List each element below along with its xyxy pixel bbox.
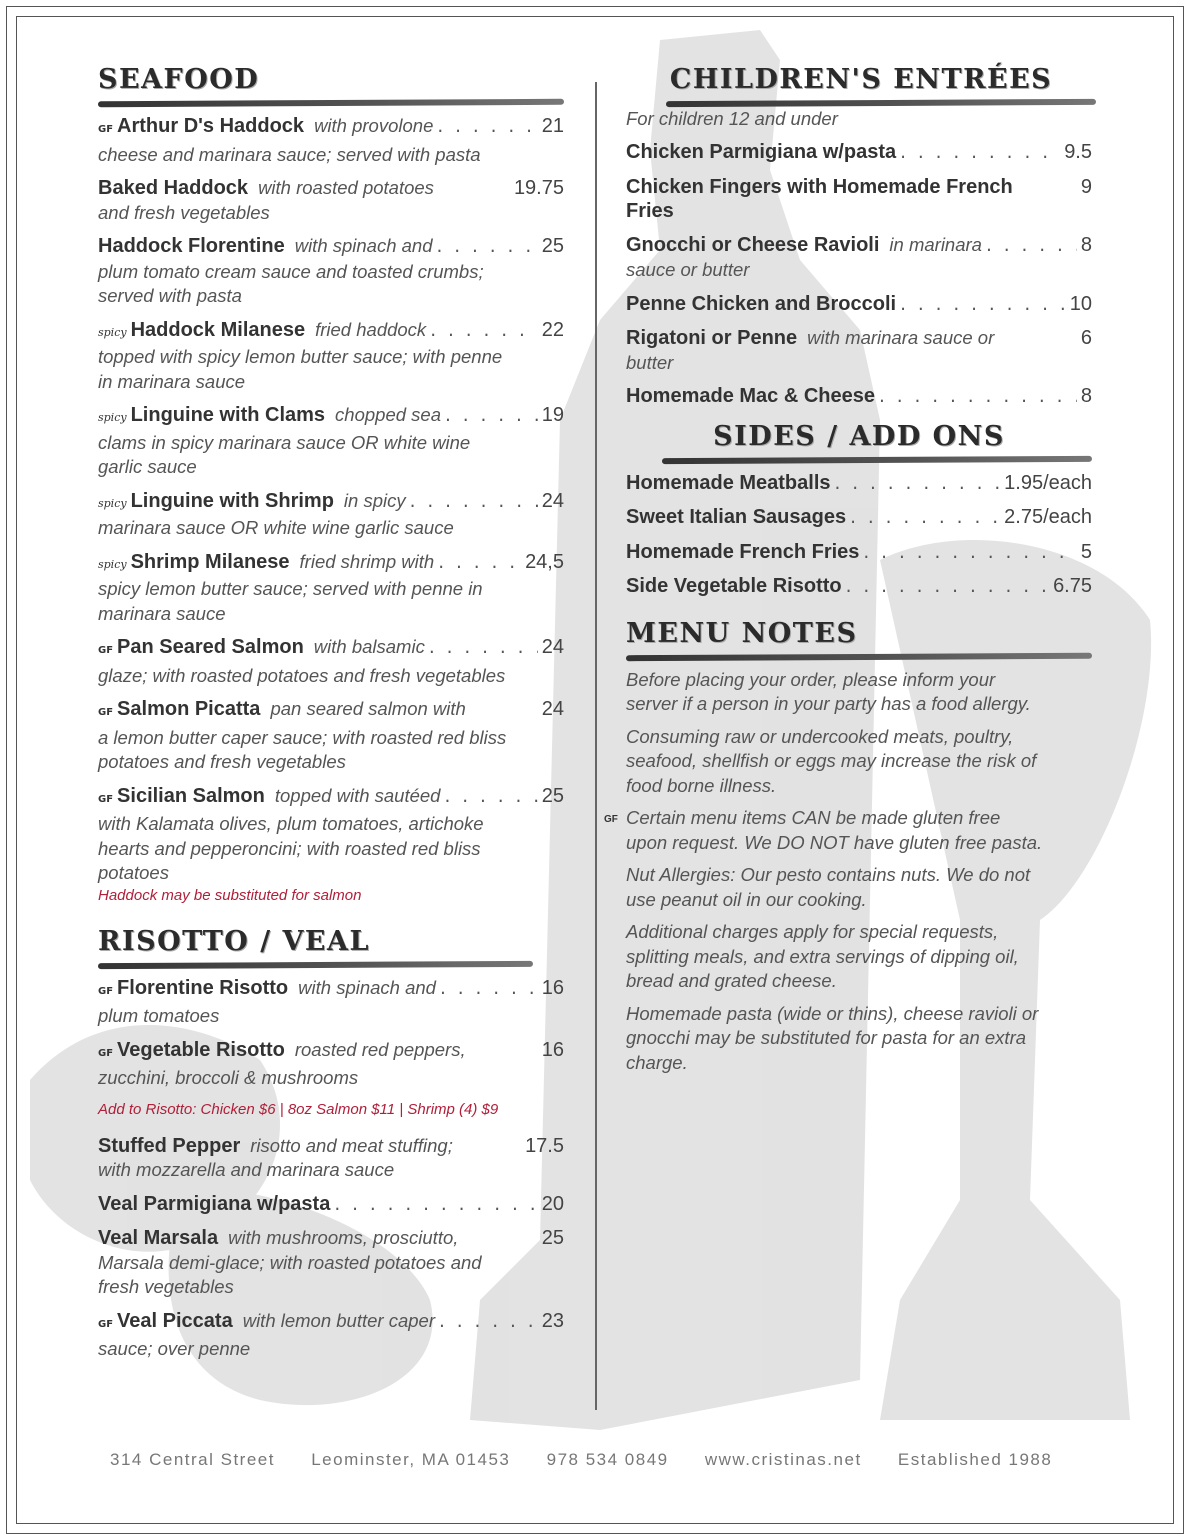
menu-item-price: 23	[541, 1309, 564, 1332]
menu-item	[98, 318, 564, 395]
menu-item	[98, 635, 564, 688]
spicy-tag: spicy	[98, 411, 127, 424]
menu-item	[98, 403, 564, 480]
menu-item-name: Florentine Risotto	[117, 976, 289, 999]
dot-leader	[410, 490, 538, 515]
menu-item	[626, 574, 1092, 600]
menu-item-name: Gnocchi or Cheese Ravioli	[626, 233, 880, 256]
menu-item-description-continued: clams in spicy marinara sauce OR white wine garlic sauce	[98, 431, 471, 477]
veal-list	[98, 1134, 564, 1362]
menu-item	[626, 505, 1092, 531]
menu-item-description-continued: sauce; over penne	[98, 1338, 251, 1359]
sides-list	[626, 471, 1092, 600]
dot-leader	[444, 785, 537, 810]
menu-item-description: fried shrimp with	[299, 550, 435, 572]
menu-item	[626, 140, 1092, 166]
menu-item-description: with roasted potatoes	[258, 177, 434, 198]
menu-item-line	[98, 976, 564, 1005]
menu-item-description-continued: and fresh vegetables	[98, 201, 270, 223]
menu-item-name: Side Vegetable Risotto	[626, 575, 842, 597]
menu-item-description: with balsamic	[313, 636, 425, 657]
footer-established: Established 1988	[897, 1450, 1053, 1469]
menu-item-description: with mushrooms, prosciutto,	[228, 1227, 459, 1248]
gluten-free-tag: GF	[98, 985, 114, 997]
section-title-risotto: RISOTTO / VEAL	[98, 925, 370, 957]
menu-item-description: chopped sea	[335, 404, 441, 425]
column-divider	[595, 82, 597, 1410]
menu-item-price: 5	[1080, 540, 1092, 563]
gluten-free-tag: GF	[98, 793, 114, 805]
menu-item-description: topped with sautéed	[274, 784, 441, 806]
menu-item-description-continued: with mozzarella and marinara sauce	[98, 1159, 395, 1180]
menu-item-line	[626, 471, 1092, 497]
menu-item-description-continued: Fries	[626, 200, 674, 222]
menu-item-price: 19.75	[513, 177, 564, 199]
dot-leader	[437, 115, 537, 140]
menu-item	[626, 175, 1092, 224]
seafood-list	[98, 114, 564, 886]
menu-item-price: 25	[541, 784, 564, 807]
footer-city: Leominster, MA 01453	[311, 1450, 511, 1469]
menu-item-description: with marinara sauce or	[807, 327, 995, 348]
menu-item-price: 1.95/each	[1004, 471, 1092, 494]
menu-item-price: 17.5	[525, 1134, 564, 1157]
menu-item-line	[98, 403, 564, 431]
left-column	[98, 62, 564, 1371]
dot-leader	[846, 575, 1049, 600]
risotto-list	[98, 976, 564, 1091]
menu-item-description: with provolone	[314, 115, 434, 136]
menu-item-name: Linguine with Clams	[130, 404, 326, 426]
menu-item-line	[626, 574, 1092, 600]
menu-note-text: Nut Allergies: Our pesto contains nuts. We do not use peanut oil in our cooking.	[626, 864, 1031, 910]
menu-item-line	[98, 1038, 564, 1067]
menu-item-description: risotto and meat stuffing;	[250, 1134, 453, 1156]
menu-item-name: Penne Chicken and Broccoli	[626, 292, 897, 315]
menu-item-line	[626, 505, 1092, 531]
menu-item	[98, 697, 564, 775]
menu-note-text: Before placing your order, please inform your server if a person in your party has a food allergy.	[626, 668, 1031, 714]
menu-item-line	[98, 1226, 564, 1251]
menu-item-price: 9.5	[1064, 141, 1092, 163]
menu-item	[98, 176, 564, 225]
menu-note	[626, 920, 1046, 994]
menu-item-line	[626, 292, 1092, 318]
menu-item-line	[626, 540, 1092, 566]
menu-item	[98, 784, 564, 886]
risotto-addon-note: Add to Risotto: Chicken $6 | 8oz Salmon $11 | Shrimp (4) $9	[98, 1100, 499, 1118]
spicy-tag: spicy	[98, 325, 127, 339]
menu-item-price: 24,5	[525, 550, 564, 573]
brush-stroke	[98, 99, 564, 107]
menu-item	[626, 384, 1092, 410]
menu-item-price: 24	[541, 698, 564, 720]
menu-item-name: Vegetable Risotto	[117, 1038, 285, 1061]
gluten-free-tag: GF	[98, 1047, 114, 1059]
brush-stroke	[626, 652, 1092, 660]
right-column	[604, 62, 1092, 1083]
menu-item-price: 6	[1080, 327, 1092, 349]
menu-item-line	[626, 384, 1092, 410]
menu-item-name: Veal Marsala	[98, 1227, 219, 1249]
menu-item-name: Arthur D's Haddock	[117, 115, 305, 137]
menu-item-name: Haddock Florentine	[98, 235, 285, 257]
menu-item-price: 24	[541, 636, 564, 658]
spicy-tag: spicy	[98, 557, 127, 571]
menu-item-line	[626, 175, 1092, 200]
gluten-free-tag: GF	[604, 814, 618, 825]
menu-item-price: 20	[541, 1192, 564, 1215]
menu-item-name: Veal Piccata	[117, 1309, 233, 1332]
brush-stroke	[662, 455, 1092, 463]
footer	[0, 1450, 1190, 1470]
dot-leader	[429, 636, 538, 661]
menu-item-line	[98, 489, 564, 517]
menu-item-description-continued: butter	[626, 351, 674, 373]
menu-item-price: 8	[1080, 233, 1092, 256]
section-title-notes: MENU NOTES	[626, 617, 858, 649]
menu-item	[98, 1038, 564, 1091]
menu-item-price: 16	[541, 976, 564, 999]
menu-item-name: Sicilian Salmon	[117, 784, 265, 807]
menu-item-name: Salmon Picatta	[117, 698, 261, 720]
menu-item-name: Shrimp Milanese	[130, 550, 290, 573]
menu-item-description-continued: cheese and marinara sauce; served with pasta	[98, 143, 481, 165]
menu-item-price: 21	[541, 115, 564, 137]
menu-item-line	[98, 1134, 564, 1159]
section-title-seafood: SEAFOOD	[98, 64, 260, 95]
dot-leader	[334, 1193, 537, 1218]
menu-item-name: Sweet Italian Sausages	[626, 506, 847, 528]
menu-item-line	[626, 140, 1092, 166]
gluten-free-tag: GF	[98, 124, 114, 135]
menu-item	[98, 1192, 564, 1218]
menu-item-name: Homemade French Fries	[626, 540, 860, 563]
menu-item-description-continued: marinara sauce OR white wine garlic sauce	[98, 517, 454, 538]
section-title-sides: SIDES / ADD ONS	[713, 420, 1005, 452]
menu-item-description-continued: spicy lemon butter sauce; served with penne in marinara sauce	[98, 578, 483, 624]
menu-item-description: fried haddock	[315, 318, 427, 340]
menu-item-price: 25	[541, 1227, 564, 1249]
menu-item-price: 9	[1080, 175, 1092, 198]
brush-stroke	[98, 960, 533, 968]
menu-item-price: 19	[541, 404, 564, 426]
menu-item-line	[98, 550, 564, 578]
menu-item-description-continued: Marsala demi-glace; with roasted potatoes and fresh vegetables	[98, 1251, 482, 1297]
menu-item-name: Homemade Meatballs	[626, 471, 831, 494]
brush-stroke	[666, 99, 1096, 107]
footer-phone: 978 534 0849	[546, 1450, 669, 1469]
menu-item-description: in marinara	[889, 233, 982, 255]
gluten-free-tag: GF	[98, 645, 114, 656]
menu-item-description-continued: zucchini, broccoli & mushrooms	[98, 1067, 359, 1088]
menu-item	[98, 489, 564, 541]
children-list	[626, 140, 1092, 410]
section-title-children: CHILDREN'S ENTRÉES	[669, 64, 1053, 95]
dot-leader	[437, 235, 538, 260]
menu-item-line	[98, 1192, 564, 1218]
menu-item-price: 6.75	[1053, 575, 1092, 597]
menu-item-price: 10	[1069, 292, 1092, 315]
menu-note-text: Homemade pasta (wide or thins), cheese ravioli or gnocchi may be substituted for pasta for an extra charge.	[626, 1002, 1039, 1073]
menu-item	[98, 1309, 564, 1362]
menu-note-text: Consuming raw or undercooked meats, poultry, seafood, shellfish or eggs may increase the risk of food borne illness.	[626, 725, 1037, 796]
menu-item-price: 2.75/each	[1004, 506, 1092, 528]
menu-item-description-continued: plum tomatoes	[98, 1005, 220, 1026]
menu-item-description-continued: topped with spicy lemon butter sauce; with penne in marinara sauce	[98, 346, 503, 392]
menu-item-line	[98, 318, 564, 346]
menu-item	[98, 114, 564, 167]
menu-item-description: pan seared salmon with	[270, 698, 466, 719]
menu-item	[98, 1134, 564, 1183]
menu-item-description-continued: sauce or butter	[626, 259, 750, 280]
menu-item-description-continued: glaze; with roasted potatoes and fresh vegetables	[98, 664, 506, 686]
spicy-tag: spicy	[98, 496, 127, 510]
menu-item-name: Pan Seared Salmon	[117, 636, 304, 658]
menu-item-line	[98, 1309, 564, 1338]
menu-item-line	[98, 114, 564, 143]
menu-item-price: 8	[1080, 385, 1092, 407]
dot-leader	[835, 472, 1001, 497]
menu-item-line	[98, 635, 564, 664]
menu-item-price: 24	[541, 489, 564, 512]
menu-item	[98, 234, 564, 309]
menu-item	[626, 292, 1092, 318]
menu-item	[98, 1226, 564, 1300]
menu-item-name: Linguine with Shrimp	[130, 489, 334, 512]
menu-item-line	[98, 234, 564, 260]
menu-item-description: with spinach and	[298, 976, 436, 998]
menu-item	[98, 976, 564, 1029]
dot-leader	[900, 293, 1066, 318]
menu-item-name: Chicken Parmigiana w/pasta	[626, 141, 897, 163]
gluten-free-tag: GF	[98, 707, 114, 718]
menu-item	[98, 550, 564, 627]
menu-item-name: Haddock Milanese	[130, 318, 306, 341]
footer-address: 314 Central Street	[110, 1450, 275, 1469]
menu-item-description: in spicy	[343, 489, 406, 511]
seafood-note: Haddock may be substituted for salmon	[98, 886, 362, 904]
menu-item-line	[98, 784, 564, 813]
notes-list	[604, 668, 1092, 1076]
menu-item-name: Chicken Fingers with Homemade French	[626, 175, 1013, 198]
menu-item-name: Stuffed Pepper	[98, 1134, 241, 1157]
menu-item-name: Veal Parmigiana w/pasta	[98, 1192, 331, 1215]
dot-leader	[850, 506, 1000, 531]
dot-leader	[440, 977, 538, 1002]
menu-item	[626, 471, 1092, 497]
menu-item-price: 22	[541, 318, 564, 341]
footer-website[interactable]: www.cristinas.net	[704, 1450, 862, 1469]
menu-item-price: 25	[541, 235, 564, 257]
menu-item-line	[98, 176, 564, 201]
dot-leader	[900, 141, 1060, 166]
menu-item	[626, 326, 1092, 375]
menu-item-description-continued: with Kalamata olives, plum tomatoes, artichoke hearts and pepperoncini; with roasted red bliss potatoes	[98, 813, 484, 883]
menu-item-name: Baked Haddock	[98, 177, 249, 199]
dot-leader	[879, 385, 1077, 410]
menu-item	[626, 540, 1092, 566]
dot-leader	[430, 319, 538, 344]
menu-item-line	[626, 233, 1092, 259]
dot-leader	[863, 541, 1076, 566]
menu-note	[604, 806, 1046, 855]
menu-item-description: with lemon butter caper	[242, 1309, 435, 1331]
menu-note	[626, 668, 1046, 717]
menu-item-price: 16	[541, 1038, 564, 1061]
menu-item-description: roasted red peppers,	[294, 1038, 466, 1060]
dot-leader	[438, 551, 521, 576]
dot-leader	[439, 1310, 538, 1335]
menu-item-name: Rigatoni or Penne	[626, 327, 798, 349]
menu-item	[626, 233, 1092, 283]
menu-item-description-continued: a lemon butter caper sauce; with roasted red bliss potatoes and fresh vegetables	[98, 726, 507, 772]
menu-item-line	[98, 697, 564, 726]
menu-note-text: Certain menu items CAN be made gluten free upon request. We DO NOT have gluten free pasta.	[626, 807, 1043, 853]
children-intro: For children 12 and under	[626, 108, 838, 129]
menu-item-description-continued: plum tomato cream sauce and toasted crumbs; served with pasta	[98, 260, 484, 306]
menu-item-line	[626, 326, 1092, 351]
menu-item-name: Homemade Mac & Cheese	[626, 385, 875, 407]
dot-leader	[986, 234, 1077, 259]
menu-note	[626, 1002, 1046, 1076]
menu-note	[626, 725, 1046, 799]
menu-note-text: Additional charges apply for special requests, splitting meals, and extra servings of dipping oil, bread and grated cheese.	[626, 921, 1019, 991]
gluten-free-tag: GF	[98, 1318, 114, 1330]
menu-item-description: with spinach and	[294, 235, 433, 256]
menu-note	[626, 863, 1046, 912]
dot-leader	[445, 404, 538, 429]
